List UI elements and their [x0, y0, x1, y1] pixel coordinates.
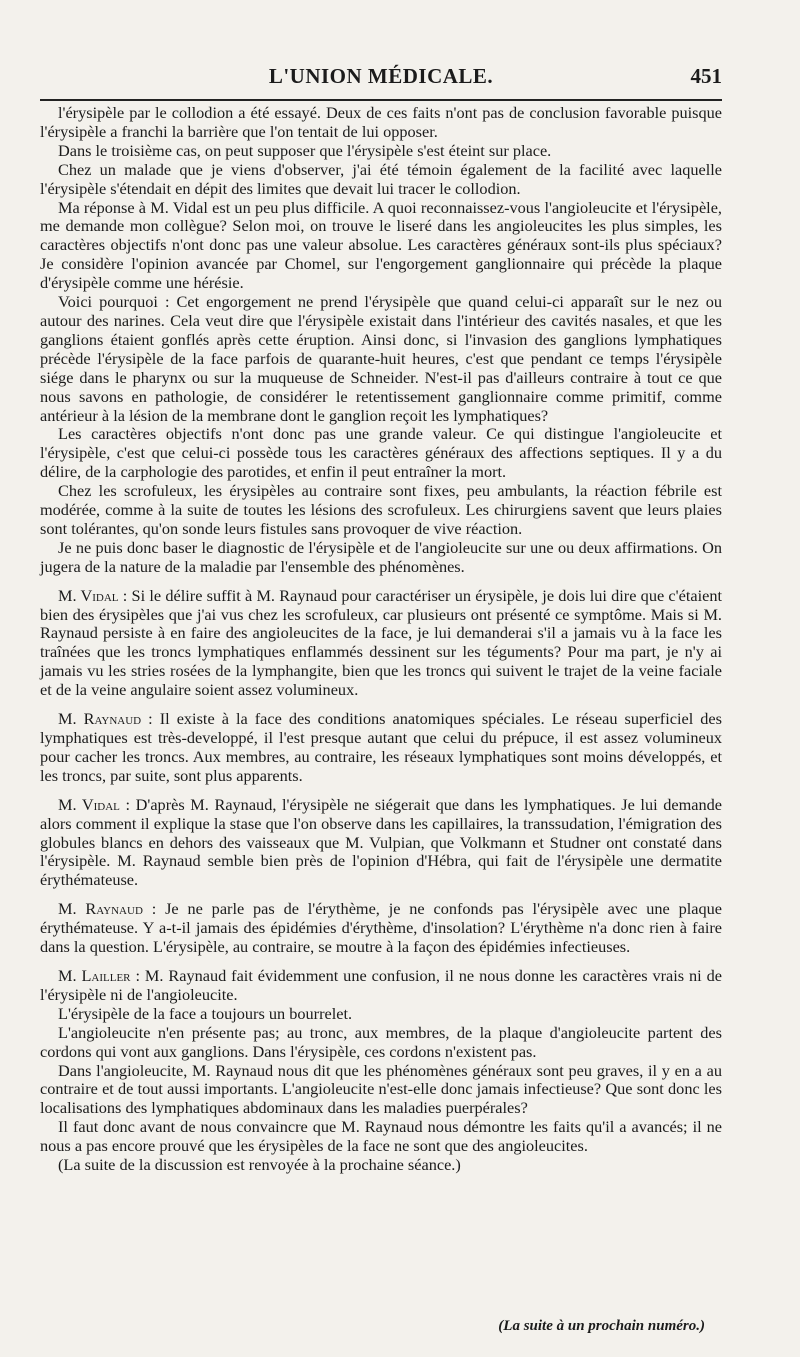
- paragraph: [40, 796, 722, 891]
- running-title: L'UNION MÉDICALE.: [268, 64, 494, 88]
- header-rule: [40, 99, 722, 101]
- speech-text: Il existe à la face des conditions anatomiques spéciales. Le réseau superficiel des lymphatiques est très-developpé, il l'est presque autant que celui du prépuce, il est assez volumineux pour cacher les troncs. Aux membres, au contraire, les réseaux lymphatiques sont moins développés, et les troncs, par suite, sont plus apparents.: [40, 709, 722, 785]
- page-header: [40, 62, 722, 96]
- speech-text: D'après M. Raynaud, l'érysipèle ne siégerait que dans les lymphatiques. Je lui demande alors comment il explique la stase que l'on observe dans les capillaires, la transsudation, l'émigration des globules blancs en dehors des vaisseaux que M. Vulpian, que Volkmann et Studner ont constaté dans l'érysipèle. M. Raynaud semble bien près de l'opinion d'Hébra, qui fait de l'érysipèle une dermatite érythémateuse.: [40, 794, 722, 890]
- speaker-name: M. Vidal :: [58, 585, 128, 605]
- paragraph: [40, 900, 722, 957]
- paragraph: Les caractères objectifs n'ont donc pas une grande valeur. Ce qui distingue l'angioleucite et l'érysipèle, c'est que celui-ci possède tous les caractères généraux des affections septiques. Il y a du délire, de la carphologie des parotides, et enfin il peut entraîner la mort.: [40, 424, 722, 482]
- paragraph: Il faut donc avant de nous convaincre que M. Raynaud nous démontre les faits qu'il a avancés; il ne nous a pas encore prouvé que les érysipèles de la face ne sont que des angioleucites.: [40, 1117, 722, 1156]
- paragraph: L'érysipèle de la face a toujours un bourrelet.: [58, 1003, 353, 1023]
- speaker-name: M. Vidal :: [58, 794, 131, 814]
- continued-note: (La suite à un prochain numéro.): [498, 1318, 705, 1334]
- paragraph: [40, 967, 722, 1005]
- paragraph: Chez un malade que je viens d'observer, j'ai été témoin également de la facilité avec laquelle l'érysipèle s'étendait en dépit des limites que devait lui tracer le collodion.: [40, 159, 722, 198]
- speaker-name: M. Raynaud :: [58, 899, 157, 919]
- paragraph: Dans l'angioleucite, M. Raynaud nous dit que les phénomènes généraux sont peu graves, il y en a au contraire et de tout aussi importants. L'angioleucite n'est-elle donc jamais infectieuse? Que sont donc les localisations des lymphatiques abdominaux dans les maladies puerpérales?: [40, 1060, 722, 1118]
- paragraph: L'angioleucite n'en présente pas; au tronc, aux membres, de la plaque d'angioleucite partent des cordons qui vont aux ganglions. Dans l'érysipèle, ces cordons n'existent pas.: [40, 1022, 722, 1061]
- paragraph: Chez les scrofuleux, les érysipèles au contraire sont fixes, peu ambulants, la réaction fébrile est modérée, comme à la suite de toutes les lésions des scrofuleux. Les chirurgiens savent que leurs plaies sont tolérantes, qu'on sonde leurs fistules sans provoquer de vive réaction.: [40, 481, 722, 538]
- paragraph: Ma réponse à M. Vidal est un peu plus difficile. A quoi reconnaissez-vous l'angioleucite et l'érysipèle, me demande mon collègue? Selon moi, on trouve le liseré dans les angioleucites les plus simples, les caractères objectifs n'ont donc pas une valeur absolue. Les caractères généraux sont-ils plus spéciaux? Je considère l'opinion avancée par Chomel, sur l'engorgement ganglionnaire qui précède la plaque d'érysipèle comme une hérésie.: [40, 197, 722, 293]
- paragraph: l'érysipèle par le collodion a été essayé. Deux de ces faits n'ont pas de conclusion favorable puisque l'érysipèle a franchi la barrière que l'on tentait de lui opposer.: [40, 103, 722, 141]
- speaker-name: M. Raynaud :: [58, 709, 153, 729]
- paragraph: [40, 710, 722, 786]
- paragraph: [40, 587, 722, 700]
- speaker-name: M. Lailler :: [58, 965, 140, 985]
- speech-text: Je ne parle pas de l'érythème, je ne confonds pas l'érysipèle avec une plaque érythémateuse. Y a-t-il jamais des épidémies d'érythème, d'insolation? L'érythème n'a donc rien à faire dans la question. L'érysipèle, au contraire, se moutre à la façon des épidémies infectieuses.: [40, 899, 722, 957]
- speech-text: Si le délire suffit à M. Raynaud pour caractériser un érysipèle, je dois lui dire que c'étaient bien des érysipèles que j'ai vus chez les scrofuleux, car plusieurs ont présenté ce symptôme. Mais si M. Raynaud persiste à en faire des angioleucites de la face, je lui demanderai s'il a jamais vu à la face les traînées que les troncs lymphatiques enflammés dessinent sur les téguments? Pour ma part, je n'y ai jamais vu les stries rosées de la lymphangite, bien que les troncs qui suivent le trajet de la veine faciale et de la veine angulaire soient assez volumineux.: [40, 585, 722, 700]
- article-body: [40, 104, 722, 1175]
- paragraph: Je ne puis donc baser le diagnostic de l'érysipèle et de l'angioleucite sur une ou deux affirmations. On jugera de la nature de la maladie par l'ensemble des phénomènes.: [40, 537, 722, 576]
- paragraph: Dans le troisième cas, on peut supposer que l'érysipèle s'est éteint sur place.: [58, 140, 552, 160]
- paragraph: (La suite de la discussion est renvoyée à la prochaine séance.): [58, 1155, 461, 1175]
- page-number: 451: [690, 64, 722, 88]
- speech-text: M. Raynaud fait évidemment une confusion, il ne nous donne les caractères vrais ni de l'érysipèle ni de l'angioleucite.: [40, 965, 722, 1004]
- paragraph: Voici pourquoi : Cet engorgement ne prend l'érysipèle que quand celui-ci apparaît sur le nez ou autour des narines. Cela veut dire que l'érysipèle existait dans l'intérieur des cavités nasales, et que les ganglions étaient gonflés après cette éruption. Ainsi donc, si l'invasion des ganglions lymphatiques précède l'érysipèle de la face parfois de quarante-huit heures, c'est que pendant ce temps l'érysipèle siége dans le pharynx ou sur la muqueuse de Schneider. N'est-il pas d'ailleurs contraire à tout ce que nous savons en pathologie, de considérer le retentissement ganglionnaire comme primitif, comme antérieur à la lésion de la membrane dont le ganglion reçoit les lymphatiques?: [40, 292, 722, 425]
